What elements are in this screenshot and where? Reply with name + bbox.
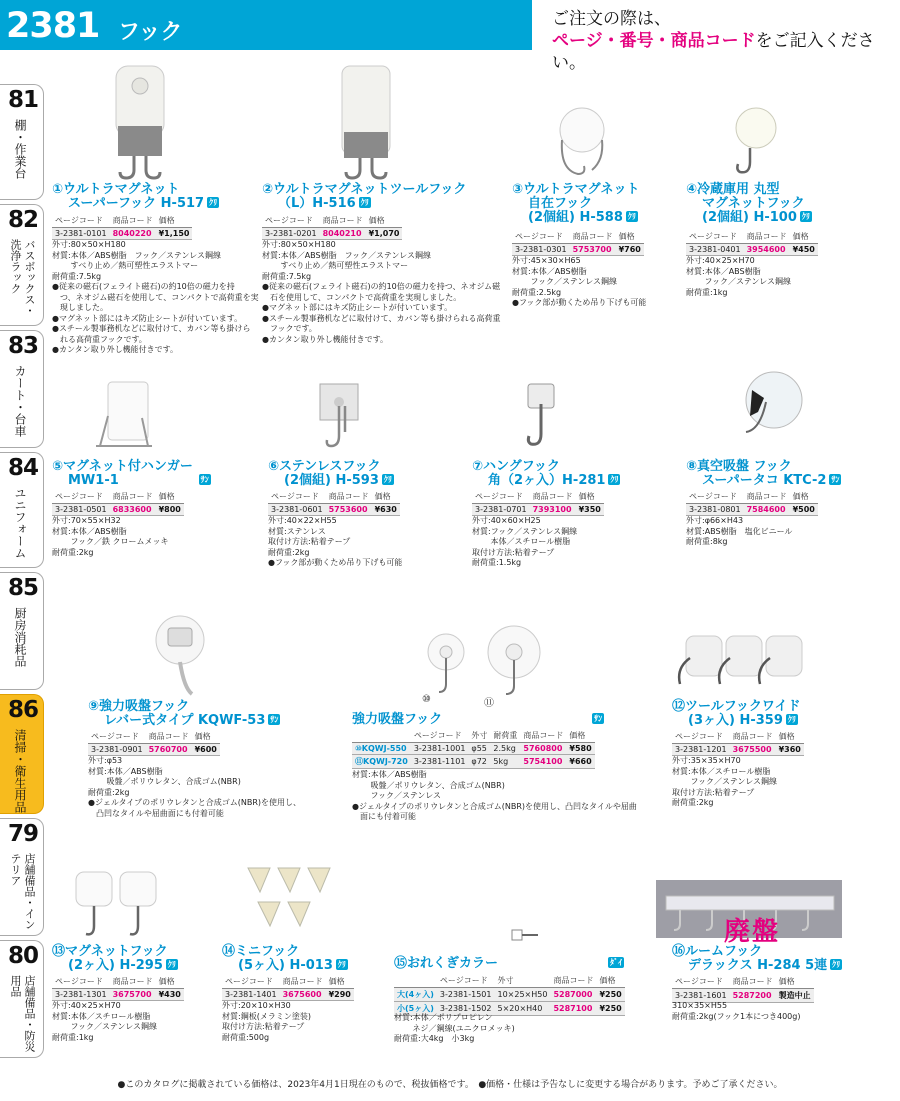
maker-tag: ｸﾘ <box>627 212 636 221</box>
product-title-kqwf53: ⑨強力吸盤フック レバー式タイプ KQWF-53 ｻﾝ <box>88 699 279 728</box>
price-table-kqwf53: ページコード 商品コード 価格 3-2381-0901 5760700 ¥600 <box>88 730 220 756</box>
sidetab-83[interactable] <box>0 330 44 448</box>
table-row: 3-2381-0401 3954600 ¥450 <box>686 244 818 256</box>
label-11: ⑪ <box>484 698 494 709</box>
spec-kqwj: 材質:本体／ABS樹脂 吸盤／ポリウレタン、合成ゴム(NBR) フック／ステンレス ●ジェルタイプのポリウレタンと合成ゴム(NBR)を使用し、凸凹なタイルや屈曲 面にも付着可能 <box>352 770 637 821</box>
sidetab-number: 81 <box>8 87 39 113</box>
bent-nail-image <box>510 922 540 944</box>
product-title-kqwj: 強力吸盤フック ｻﾝ <box>352 712 603 727</box>
table-row: 3-2381-0201 8040210 ¥1,070 <box>262 228 402 240</box>
sidetab-number: 79 <box>8 821 39 847</box>
suction-hook-ktc2-image <box>738 370 804 440</box>
table-row: 小(5ヶ入) 3-2381-1502 5×20×H40 5287100 ¥250 <box>394 1002 625 1016</box>
sidetab-number: 84 <box>8 455 39 481</box>
table-row: 3-2381-0901 5760700 ¥600 <box>88 744 220 756</box>
sidetab-label: カート・台車 <box>13 365 27 437</box>
sidetab-number: 82 <box>8 207 39 233</box>
sidetab-label: 店舗備品・防災用品 <box>9 975 36 1052</box>
sidetab-number: 86 <box>8 697 39 723</box>
page-title: フック <box>118 20 183 45</box>
maker-tag: ｻﾝ <box>594 714 603 723</box>
table-row: 3-2381-0801 7584600 ¥500 <box>686 504 818 516</box>
product-title-h100: ④冷蔵庫用 丸型 マグネットフック (2個組) H-100 ｸﾘ <box>686 182 810 225</box>
round-magnet-hook-h100-image <box>730 104 782 182</box>
product-title-orekugi: ⑮おれくぎカラー ﾀﾞｲ <box>394 956 623 971</box>
product-title-h281: ⑦ハングフック 角（2ヶ入）H-281 ｸﾘ <box>472 459 619 488</box>
tool-hook-h516-image <box>334 64 398 182</box>
price-table-h359: ページコード 商品コード 価格 3-2381-1201 3675500 ¥360 <box>672 730 804 756</box>
spec-h013: 外寸:20×10×H30 材質:鋼板(メラミン塗装) 取付け方法:粘着テープ 耐荷重:500g <box>222 1001 311 1042</box>
price-table-h013: ページコード 商品コード 価格 3-2381-1401 3675600 ¥290 <box>222 975 354 1001</box>
sidetab-label: 清掃・衛生用品 <box>13 729 27 813</box>
notice-line1: ご注文の際は、 <box>552 9 671 29</box>
notice-line2 <box>552 30 900 74</box>
maker-tag: ｸﾘ <box>337 960 346 969</box>
price-table-h284: ページコード 商品コード 価格 3-2381-1601 5287200 製造中止 <box>672 975 814 1003</box>
sidetab-80[interactable] <box>0 940 44 1058</box>
maker-tag: ｸﾘ <box>832 960 841 969</box>
price-table-kqwj: ページコード 外寸 耐荷重 商品コード 価格 ⑩KQWJ-550 3-2381-1001 φ55 2.5kg 5760800 ¥580 ⑪KQWJ-720 3-2381-1101 φ72 5kg 5754100 ¥660 <box>352 729 595 769</box>
maker-tag: ﾀﾞｲ <box>610 958 623 967</box>
page-number: 2381 <box>6 6 100 46</box>
sidetab-label: 厨房消耗品 <box>13 607 27 667</box>
notice-tail: をご記入ください。 <box>552 31 875 73</box>
stainless-hook-h593-image <box>318 382 360 454</box>
table-row: ⑪KQWJ-720 3-2381-1101 φ72 5kg 5754100 ¥660 <box>352 755 595 769</box>
price-table-h593: ページコード 商品コード 価格 3-2381-0601 5753600 ¥630 <box>268 490 400 516</box>
discontinued-stamp: 廃盤 <box>724 917 781 947</box>
free-hook-h588-image <box>552 104 612 182</box>
magnet-hook-h517-image <box>108 64 172 182</box>
table-row: 3-2381-1601 5287200 製造中止 <box>672 989 814 1003</box>
table-row: 3-2381-1301 3675700 ¥430 <box>52 989 184 1001</box>
sidetab-79[interactable] <box>0 818 44 936</box>
sidetab-label: ユニフォーム <box>13 487 27 559</box>
sidetab-84[interactable] <box>0 452 44 568</box>
table-row: 3-2381-0501 6833600 ¥800 <box>52 504 184 516</box>
price-table-h295: ページコード 商品コード 価格 3-2381-1301 3675700 ¥430 <box>52 975 184 1001</box>
suction-hook-kqwj720-image <box>484 624 544 698</box>
product-title-mw1: ⑤マグネット付ハンガー MW1-1 ｻﾝ <box>52 459 209 488</box>
sidetab-label: 店舗備品・インテリア <box>9 853 36 930</box>
maker-tag: ｸﾘ <box>209 198 218 207</box>
suction-hook-kqwf53-image <box>152 614 208 698</box>
suction-hook-kqwj550-image <box>424 630 468 698</box>
product-title-h516: ②ウルトラマグネットツールフック （L）H-516 ｸﾘ <box>262 182 467 211</box>
product-title-h517: ①ウルトラマグネット スーパーフック H-517 ｸﾘ <box>52 182 218 211</box>
sidetab-number: 85 <box>8 575 39 601</box>
table-row: 3-2381-1401 3675600 ¥290 <box>222 989 354 1001</box>
table-row: 3-2381-0101 8040220 ¥1,150 <box>52 228 192 240</box>
spec-h588: 外寸:45×30×H65 材質:本体／ABS樹脂 フック／ステンレス鋼線 耐荷重:2.5kg ●フック部が動くため吊り下げも可能 <box>512 256 647 307</box>
spec-h593: 外寸:40×22×H55 材質:ステンレス 取付け方法:粘着テープ 耐荷重:2kg ●フック部が動くため吊り下げも可能 <box>268 516 403 567</box>
table-row: 大(4ヶ入) 3-2381-1501 10×25×H50 5287000 ¥250 <box>394 988 625 1002</box>
table-row: ⑩KQWJ-550 3-2381-1001 φ55 2.5kg 5760800 ¥580 <box>352 743 595 755</box>
spec-orekugi: 材質:本体／ポリプロピレン ネジ／鋼線(ユニクロメッキ) 耐荷重:大4kg 小3kg <box>394 1013 515 1043</box>
maker-tag: ｸﾘ <box>360 198 369 207</box>
order-notice <box>552 8 900 74</box>
maker-tag: ｸﾘ <box>383 475 392 484</box>
spec-kqwf53: 外寸:φ53 材質:本体／ABS樹脂 吸盤／ポリウレタン、合成ゴム(NBR) 耐荷重:2kg ●ジェルタイプのポリウレタンと合成ゴム(NBR)を使用し、 凸凹なタイルや屈曲面にも付着可能 <box>88 756 302 818</box>
price-table-mw1: ページコード 商品コード 価格 3-2381-0501 6833600 ¥800 <box>52 490 184 516</box>
maker-tag: ｸﾘ <box>610 475 619 484</box>
spec-h516: 外寸:80×50×H180 材質:本体／ABS樹脂 フック／ステンレス鋼線 すべり止め／熱可塑性エラストマー 耐荷重:7.5kg ●従来の磁石(フェライト磁石)の約10倍の磁力を持つ、ネオジム磁 石を使用して、コンパクトで高荷重を実現しました。 ●マグネット部にはキズ防止シートが付いています。 ●スチール製事務机などに取付けて、カバン等も掛けられる高荷重 フックです。 ●カンタン取り外し機能付きです。 <box>262 240 501 344</box>
product-title-h588: ③ウルトラマグネット 自在フック (2個組) H-588 ｸﾘ <box>512 182 640 225</box>
spec-h517: 外寸:80×50×H180 材質:本体／ABS樹脂 フック／ステンレス鋼線 すべり止め／熱可塑性エラストマー 耐荷重:7.5kg ●従来の磁石(フェライト磁石)の約10倍の磁力を持 つ、ネオジム磁石を使用して、コンパクトで高荷重を実 現しました。 ●マグネット部にはキズ防止シートが付いています。 ●スチール製事務机などに取付けて、カバン等も掛けら れる高荷重フックです。 ●カンタン取り外し機能付きです。 <box>52 240 259 354</box>
spec-h284: 310×35×H55 耐荷重:2kg(フック1本につき400g) <box>672 1001 801 1021</box>
table-row: 3-2381-0601 5753600 ¥630 <box>268 504 400 516</box>
maker-tag: ｸﾘ <box>787 715 796 724</box>
spec-h295: 外寸:40×25×H70 材質:本体／スチロール樹脂 フック／ステンレス鋼線 耐荷重:1kg <box>52 1001 157 1042</box>
price-table-orekugi: ページコード 外寸 商品コード 価格 大(4ヶ入) 3-2381-1501 10×25×H50 5287000 ¥250 小(5ヶ入) 3-2381-1502 5×20×H40 5287100 ¥250 <box>394 974 625 1016</box>
product-title-ktc2: ⑧真空吸盤 フック スーパータコ KTC-2 ｻﾝ <box>686 459 840 488</box>
maker-tag: ｸﾘ <box>167 960 176 969</box>
maker-tag: ｸﾘ <box>801 212 810 221</box>
sidetab-number: 83 <box>8 333 39 359</box>
sidetab-label: バスボックス・洗浄ラック <box>9 239 36 316</box>
notice-highlight: ページ・番号・商品コード <box>552 31 756 51</box>
table-row: 3-2381-0301 5753700 ¥760 <box>512 244 644 256</box>
product-title-h013: ⑭ミニフック (5ヶ入) H-013 ｸﾘ <box>222 944 346 973</box>
spec-ktc2: 外寸:φ66×H43 材質:ABS樹脂 塩化ビニール 耐荷重:8kg <box>686 516 793 546</box>
tool-hook-wide-h359-image <box>672 632 810 694</box>
sidetab-86[interactable] <box>0 694 44 814</box>
price-table-h517: ページコード 商品コード 価格 3-2381-0101 8040220 ¥1,150 <box>52 214 192 240</box>
footer-note: ●このカタログに掲載されている価格は、2023年4月1日現在のもので、税抜価格です。 ●価格・仕様は予告なしに変更する場合があります。予めご了承ください。 <box>117 1080 783 1090</box>
price-table-h100: ページコード 商品コード 価格 3-2381-0401 3954600 ¥450 <box>686 230 818 256</box>
price-table-h516: ページコード 商品コード 価格 3-2381-0201 8040210 ¥1,070 <box>262 214 402 240</box>
sidetab-number: 80 <box>8 943 39 969</box>
price-table-h588: ページコード 商品コード 価格 3-2381-0301 5753700 ¥760 <box>512 230 644 256</box>
product-title-h284: ⑯ルームフック デラックス H-284 5連 ｸﾘ <box>672 944 841 973</box>
magnet-hook-h295-image <box>70 868 162 944</box>
table-row: 3-2381-1201 3675500 ¥360 <box>672 744 804 756</box>
sidetab-label: 棚・作業台 <box>13 119 27 179</box>
spec-h281: 外寸:40×60×H25 材質:フック／ステンレス鋼線 本体／スチロール樹脂 取付け方法:粘着テープ 耐荷重:1.5kg <box>472 516 578 567</box>
table-row: 3-2381-0701 7393100 ¥350 <box>472 504 604 516</box>
magnet-hanger-mw1-image <box>92 378 156 454</box>
spec-h359: 外寸:35×35×H70 材質:本体／スチロール樹脂 フック／ステンレス鋼線 取付け方法:粘着テープ 耐荷重:2kg <box>672 756 777 807</box>
spec-mw1: 外寸:70×55×H32 材質:本体／ABS樹脂 フック／鉄 クロームメッキ 耐荷重:2kg <box>52 516 169 557</box>
hang-hook-h281-image <box>524 382 558 450</box>
product-title-h593: ⑥ステンレスフック (2個組) H-593 ｸﾘ <box>268 459 392 488</box>
product-title-h359: ⑫ツールフックワイド (3ヶ入) H-359 ｸﾘ <box>672 699 801 728</box>
sidetab-82[interactable] <box>0 204 44 326</box>
maker-tag: ｻﾝ <box>831 475 840 484</box>
maker-tag: ｻﾝ <box>270 715 279 724</box>
label-10: ⑩ <box>422 694 431 705</box>
product-title-h295: ⑬マグネットフック (2ヶ入) H-295 ｸﾘ <box>52 944 176 973</box>
spec-h100: 外寸:40×25×H70 材質:本体／ABS樹脂 フック／ステンレス鋼線 耐荷重:1kg <box>686 256 791 297</box>
sidetab-85[interactable] <box>0 572 44 690</box>
sidetab-81[interactable] <box>0 84 44 200</box>
price-table-h281: ページコード 商品コード 価格 3-2381-0701 7393100 ¥350 <box>472 490 604 516</box>
price-table-ktc2: ページコード 商品コード 価格 3-2381-0801 7584600 ¥500 <box>686 490 818 516</box>
mini-hook-h013-image <box>244 862 346 938</box>
maker-tag: ｻﾝ <box>200 475 209 484</box>
